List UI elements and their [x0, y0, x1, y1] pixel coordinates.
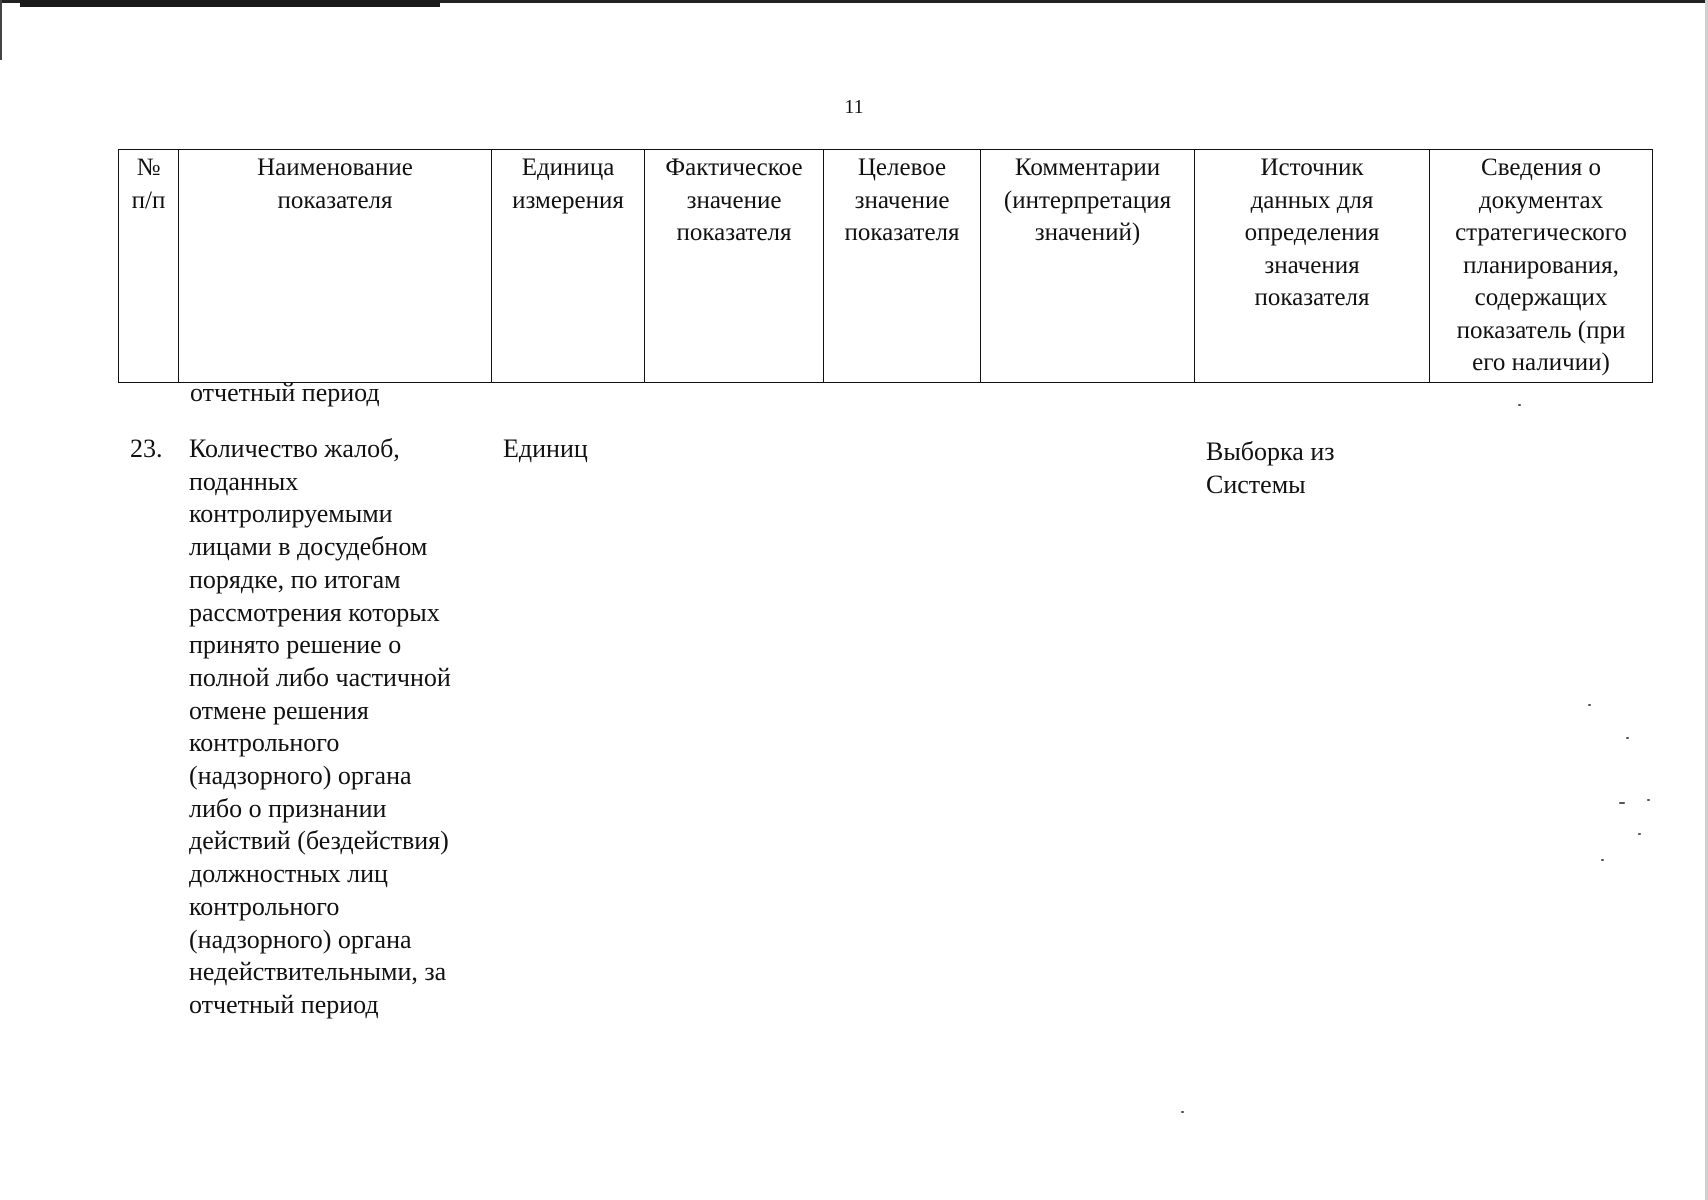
table-header-row	[119, 150, 1653, 383]
row-23-indicator-name: Количество жалоб, поданных контролируемыми лицами в досудебном порядке, по итогам рассмотрения которых принято решение о полной либо частичной отмене решения контрольного (надзорного) органа либо о признании действий (бездействия) должностных лиц контрольного (надзорного) органа недействительными, за отчетный период	[189, 434, 451, 1019]
column-header-data-source: Источник данных для определения значения показателя	[1195, 150, 1430, 383]
row-23-number: 23.	[130, 434, 163, 463]
scan-speck	[1638, 833, 1641, 835]
scan-speck	[1647, 799, 1650, 801]
scan-speck	[1518, 404, 1521, 406]
column-header-unit: Единица измерения	[492, 150, 645, 383]
indicator-table-header	[118, 149, 1653, 383]
row-23-data-source: Выборка из Системы	[1206, 437, 1335, 499]
scan-edge-top-shadow	[20, 0, 440, 7]
scan-speck	[1601, 859, 1604, 861]
column-header-target-value: Целевое значение показателя	[824, 150, 981, 383]
scan-speck	[1181, 1111, 1184, 1113]
scan-speck	[1619, 802, 1625, 804]
page-number: 11	[844, 96, 864, 118]
scan-speck	[1588, 704, 1591, 706]
column-header-number: № п/п	[119, 150, 179, 383]
row-23-unit: Единиц	[503, 434, 588, 463]
column-header-actual-value: Фактическое значение показателя	[645, 150, 824, 383]
scan-edge-left	[0, 0, 2, 60]
column-header-planning-documents: Сведения о документах стратегического планирования, содержащих показатель (при его наличии)	[1430, 150, 1653, 383]
column-header-comments: Комментарии (интерпретация значений)	[981, 150, 1195, 383]
previous-row-continuation: отчетный период	[190, 378, 380, 407]
column-header-indicator-name: Наименование показателя	[179, 150, 492, 383]
scan-speck	[1626, 737, 1629, 739]
